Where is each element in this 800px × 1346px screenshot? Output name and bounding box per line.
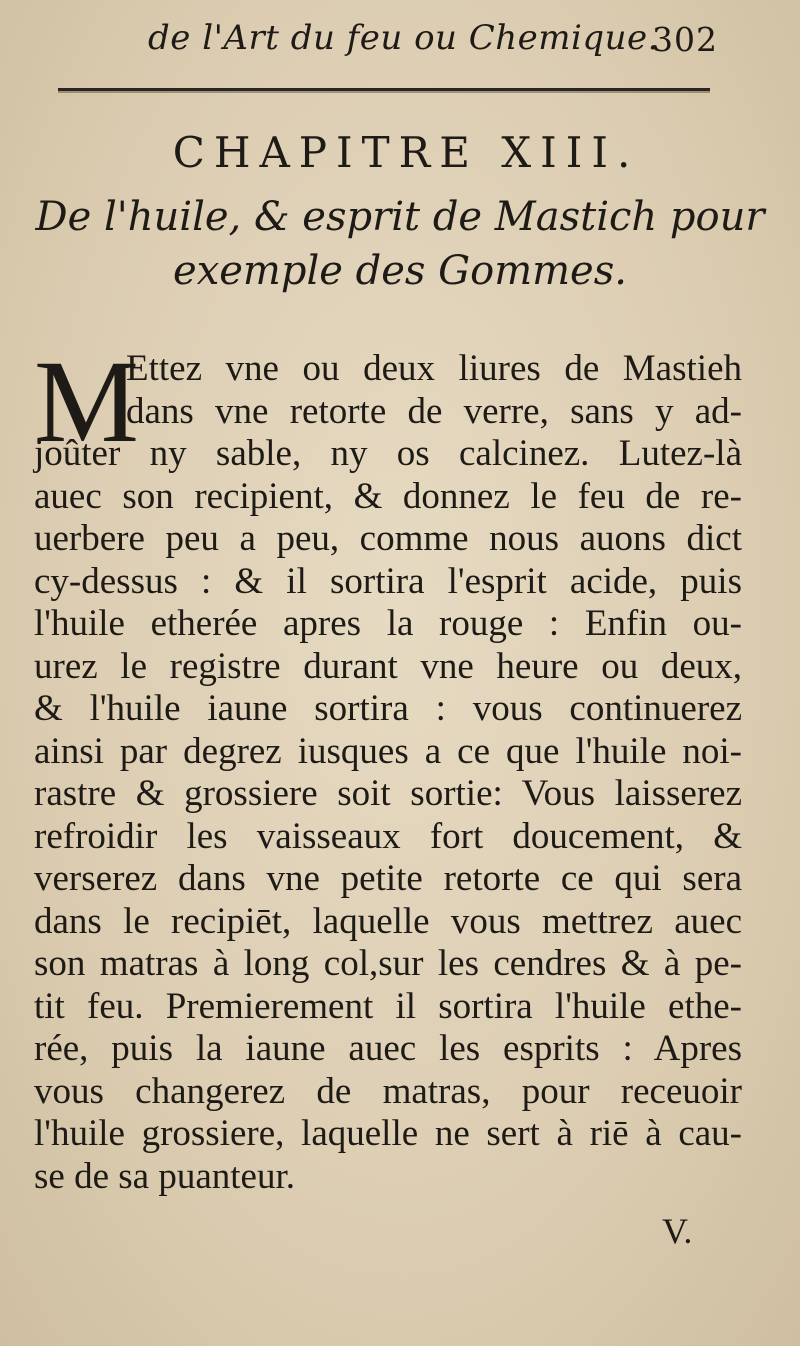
subtitle-line: exemple des Gommes.	[173, 248, 627, 294]
chapter-heading: CHAPITRE XIII.	[172, 128, 640, 177]
text-line: rée, puis la iaune auec les esprits : Apres	[34, 1028, 742, 1069]
text-line: son matras à long col,sur les cendres & à pe-	[34, 943, 742, 984]
text-line: urez le registre durant vne heure ou deux,	[34, 645, 742, 687]
text-line: dans le recipiēt, laquelle vous mettrez auec	[34, 900, 742, 942]
text-line: Ettez vne ou deux liures de Mastieh	[126, 348, 742, 389]
page-number: 302	[652, 20, 718, 59]
text-line: dans vne retorte de verre, sans y ad-	[126, 390, 742, 432]
text-line: tit feu. Premierement il sortira l'huile ethe-	[34, 985, 742, 1027]
text-line: l'huile etherée apres la rouge : Enfin ou-	[34, 603, 742, 644]
chapter-subtitle	[0, 190, 800, 298]
subtitle-line: De l'huile, & esprit de Mastich pour	[35, 194, 765, 240]
body-paragraph	[34, 336, 742, 1198]
text-line: se de sa puanteur.	[34, 1155, 295, 1197]
running-title: de l'Art du feu ou Chemique.	[148, 18, 659, 58]
text-line: l'huile grossiere, laquelle ne sert à riē à cau-	[34, 1113, 742, 1154]
header-rule	[58, 88, 710, 91]
text-line: uerbere peu a peu, comme nous auons dict	[34, 518, 742, 559]
text-line: ainsi par degrez iusques a ce que l'huile noi-	[34, 730, 742, 772]
catchword: V.	[662, 1211, 693, 1251]
text-line: auec son recipient, & donnez le feu de re-	[34, 475, 742, 517]
text-line: rastre & grossiere soit sortie: Vous laisserez	[34, 773, 742, 814]
text-line: cy-dessus : & il sortira l'esprit acide, puis	[34, 560, 742, 602]
text-line: verserez dans vne petite retorte ce qui sera	[34, 858, 742, 899]
drop-cap: M	[34, 336, 139, 467]
text-line: joûter ny sable, ny os calcinez. Lutez-là	[34, 433, 742, 474]
text-line: vous changerez de matras, pour receuoir	[34, 1070, 742, 1112]
text-line: & l'huile iaune sortira : vous continuerez	[34, 688, 742, 729]
text-line: refroidir les vaisseaux fort doucement, &	[34, 815, 742, 857]
